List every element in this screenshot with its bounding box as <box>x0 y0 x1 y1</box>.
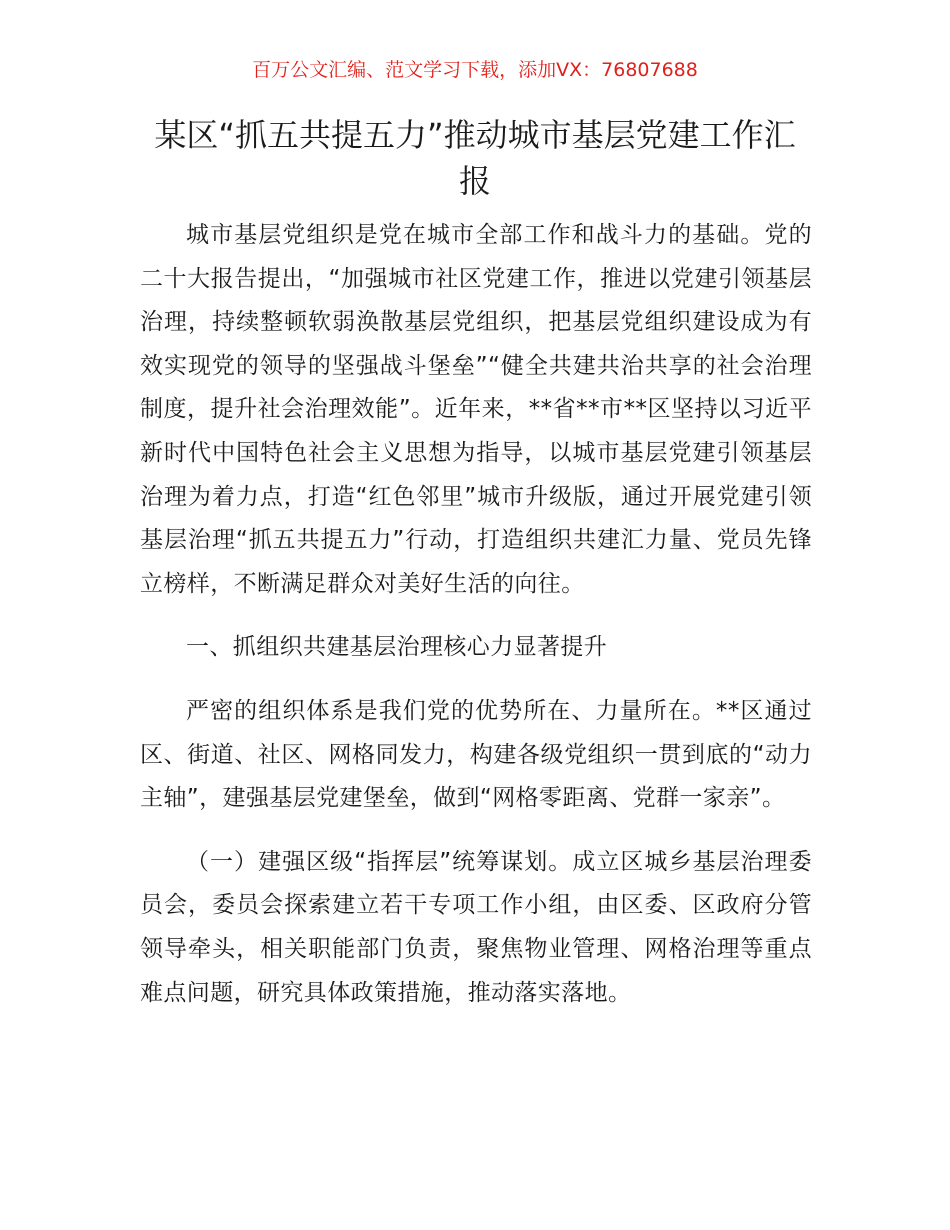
intro-paragraph: 城市基层党组织是党在城市全部工作和战斗力的基础。党的二十大报告提出，“加强城市社区党建工作，推进以党建引领基层治理，持续整顿软弱涣散基层党组织，把基层党组织建设成为有效实现党的领导的坚强战斗堡垒”“健全共建共治共享的社会治理制度，提升社会治理效能”。近年来，**省**市**区坚持以习近平新时代中国特色社会主义思想为指导，以城市基层党建引领基层治理为着力点，打造“红色邻里”城市升级版，通过开展党建引领基层治理“抓五共提五力”行动，打造组织共建汇力量、党员先锋立榜样，不断满足群众对美好生活的向往。 <box>140 222 812 597</box>
document-title: 某区“抓五共提五力”推动城市基层党建工作汇报 <box>154 116 796 200</box>
section-1-paragraph: 严密的组织体系是我们党的优势所在、力量所在。**区通过区、街道、社区、网格同发力，构建各级党组织一贯到底的“动力主轴”，建强基层党建堡垒，做到“网格零距离、党群一家亲”。 <box>140 697 812 812</box>
document-body <box>140 214 812 1035</box>
subsection-1-paragraph: （一）建强区级“指挥层”统筹谋划。成立区城乡基层治理委员会，委员会探索建立若干专项工作小组，由区委、区政府分管领导牵头，相关职能部门负责，聚焦物业管理、网格治理等重点难点问题，研究具体政策措施，推动落实落地。 <box>140 848 812 1006</box>
header-note: 百万公文汇编、范文学习下载，添加VX：76807688 <box>252 59 698 81</box>
section-heading-1: 一、抓组织共建基层治理核心力显著提升 <box>186 634 608 661</box>
